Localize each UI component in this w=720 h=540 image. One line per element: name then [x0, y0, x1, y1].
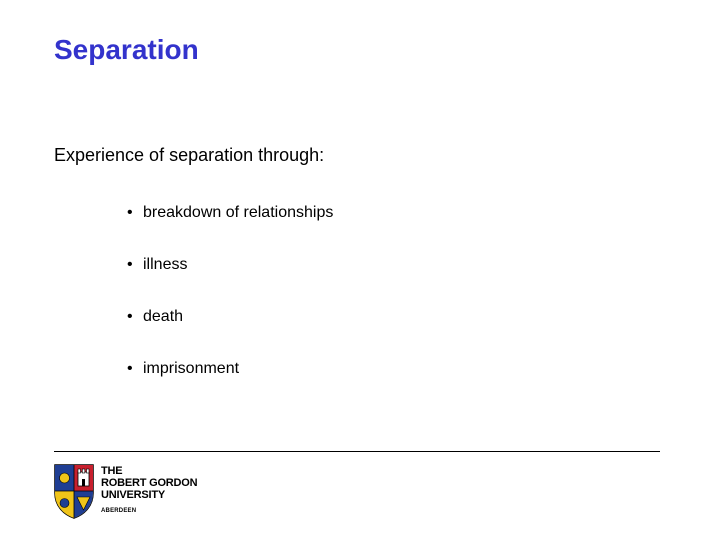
logo-line-2: ROBERT GORDON — [101, 477, 198, 489]
bullet-dot: • — [127, 256, 133, 273]
bullet-text: illness — [143, 256, 188, 273]
bullet-item — [127, 252, 333, 304]
bullet-dot: • — [127, 308, 133, 325]
bullet-item — [127, 200, 333, 252]
footer-divider — [54, 451, 660, 452]
bullet-text: death — [143, 308, 184, 325]
bullet-dot: • — [127, 360, 133, 377]
lead-text: Experience of separation through: — [54, 145, 325, 165]
bullet-dot: • — [127, 204, 133, 221]
logo-line-3: UNIVERSITY — [101, 489, 166, 501]
slide-title: Separation — [54, 34, 199, 65]
logo-line-4: ABERDEEN — [101, 508, 137, 514]
bullet-item — [127, 356, 333, 408]
bullet-item — [127, 304, 333, 356]
bullet-text: breakdown of relationships — [143, 204, 334, 221]
logo-line-1: THE — [101, 465, 123, 477]
bullet-list — [127, 200, 333, 408]
crest-icon — [53, 463, 95, 519]
logo-wordmark — [101, 465, 197, 517]
bullet-text: imprisonment — [143, 360, 240, 377]
university-logo — [53, 463, 197, 519]
